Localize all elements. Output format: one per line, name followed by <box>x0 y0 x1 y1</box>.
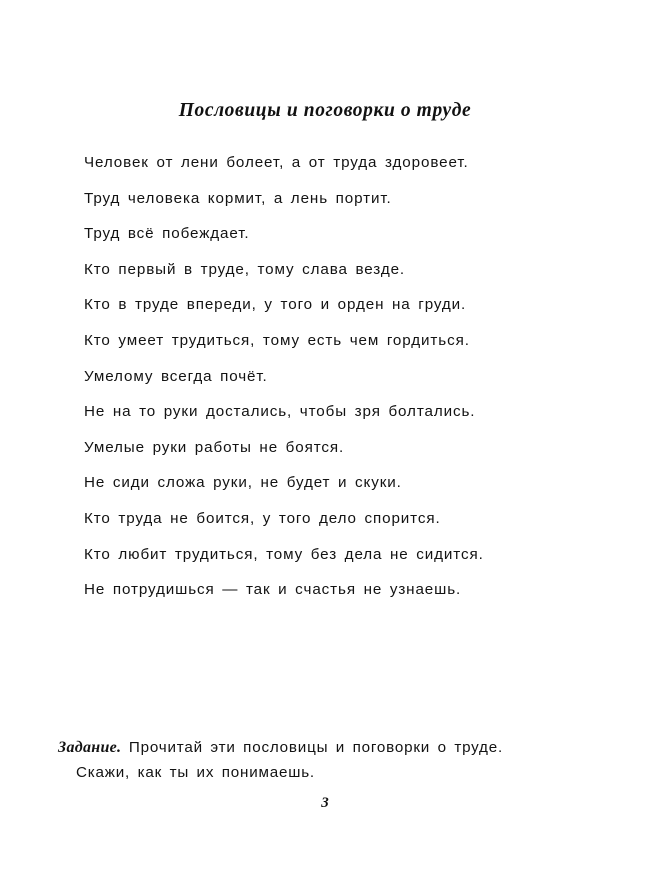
task-text-line2: Скажи, как ты их понимаешь. <box>76 764 315 781</box>
page-number: 3 <box>321 795 329 811</box>
task-section <box>58 735 610 785</box>
list-item: Человек от лени болеет, а от труда здоровеет. <box>84 154 469 171</box>
list-item: Кто умеет трудиться, тому есть чем гордиться. <box>84 331 470 349</box>
list-item: Умелому всегда почёт. <box>84 367 268 385</box>
list-item: Не сиди сложа руки, не будет и скуки. <box>84 474 402 492</box>
list-item: Не на то руки достались, чтобы зря болтались. <box>84 403 476 421</box>
list-item: Кто первый в труде, тому слава везде. <box>84 260 406 278</box>
task-first-line <box>58 735 610 760</box>
list-item: Умелые руки работы не боятся. <box>84 438 345 456</box>
list-item: Кто труда не боится, у того дело спорится. <box>84 509 441 527</box>
page-title: Пословицы и поговорки о труде <box>178 100 472 121</box>
task-text-line1: Прочитай эти пословицы и поговорки о труде. <box>121 739 503 756</box>
list-item: Не потрудишься — так и счастья не узнаешь. <box>84 581 462 599</box>
proverb-list <box>84 145 594 608</box>
list-item: Труд всё побеждает. <box>84 225 250 243</box>
list-item: Кто любит трудиться, тому без дела не сидится. <box>84 545 484 563</box>
task-label: Задание. <box>58 739 122 756</box>
list-item: Кто в труде впереди, у того и орден на груди. <box>84 296 467 314</box>
list-item: Труд человека кормит, а лень портит. <box>84 189 392 207</box>
